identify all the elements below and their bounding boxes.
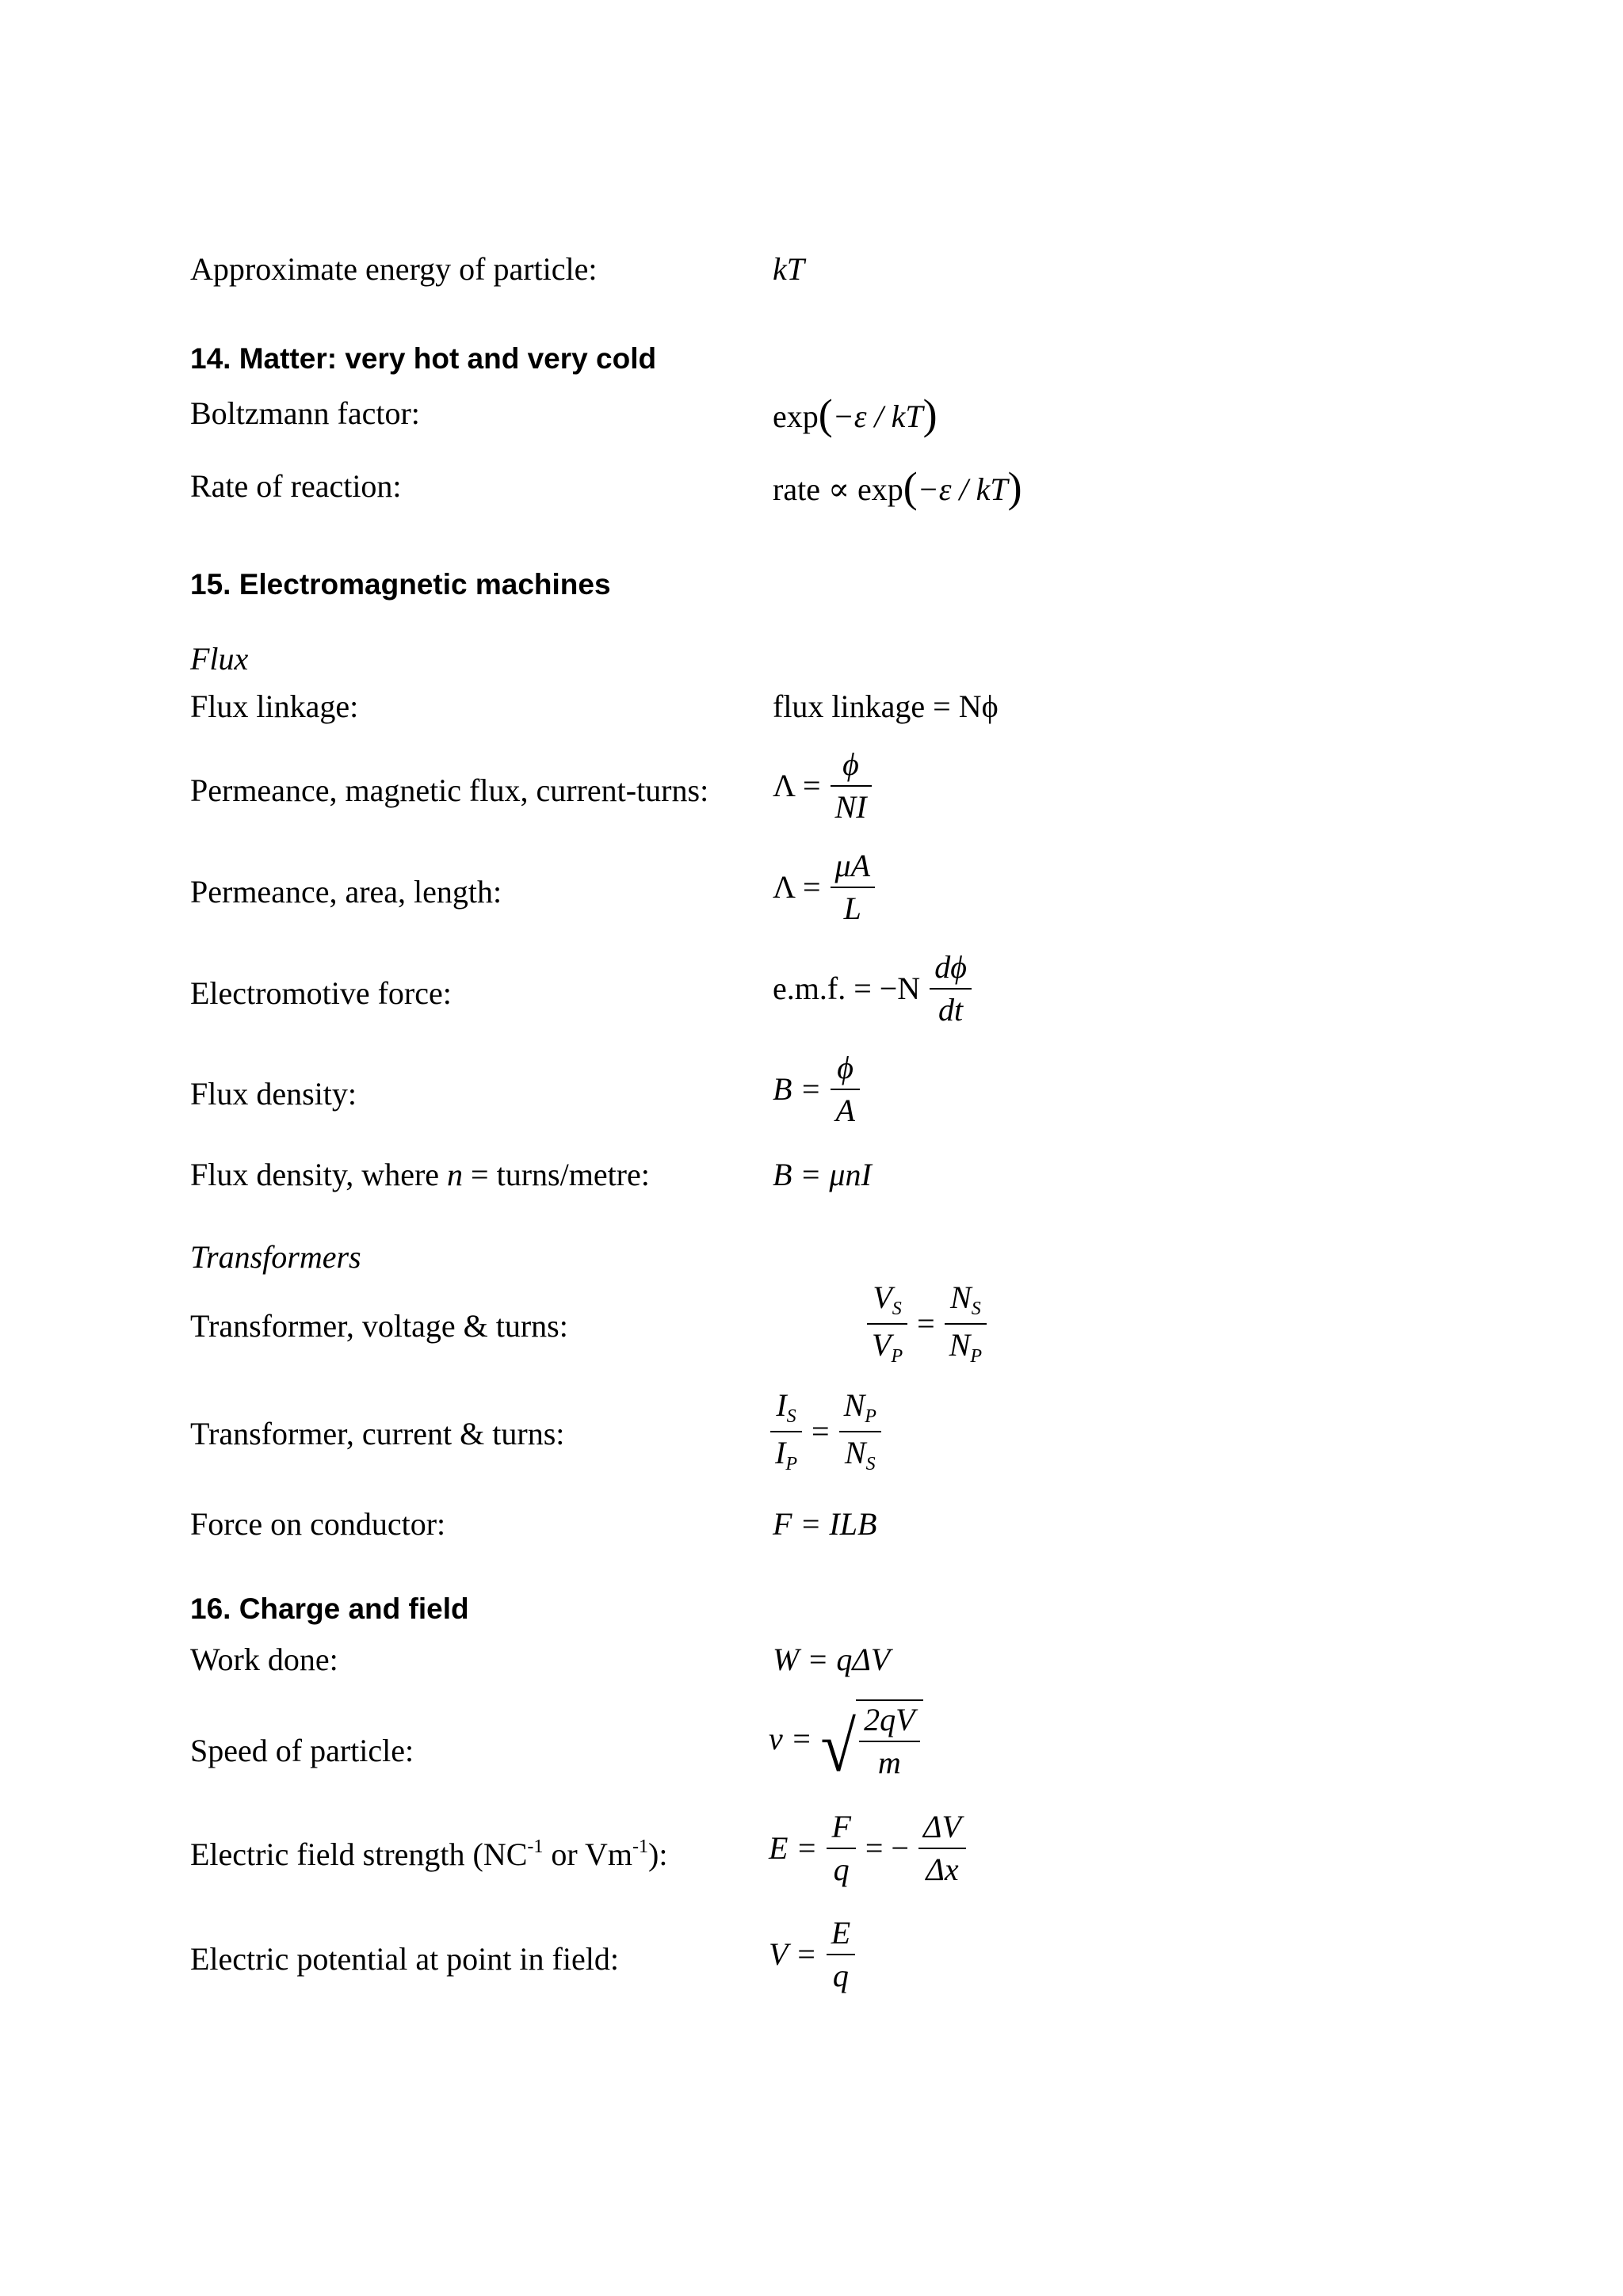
numerator: ϕ — [831, 749, 872, 787]
eq-rate-inner: −ε / kT — [917, 471, 1008, 507]
equals-sign: = — [812, 1413, 830, 1449]
heading-section-16: 16. Charge and field — [190, 1592, 469, 1625]
radicand — [856, 1699, 922, 1779]
eq-flux-density-n — [773, 1159, 872, 1191]
paren-open: ( — [903, 463, 918, 511]
equals-sign: = — [917, 1306, 935, 1341]
denominator — [867, 1325, 907, 1366]
fraction — [827, 1917, 855, 1992]
symbol: V — [873, 1280, 892, 1315]
eq-rate-prefix: rate ∝ exp — [773, 471, 903, 507]
numerator: ϕ — [831, 1052, 859, 1090]
numerator: dϕ — [930, 952, 972, 990]
eq-electric-potential — [769, 1917, 858, 1992]
label-work-done: Work done: — [190, 1642, 338, 1677]
subscript: S — [865, 1454, 876, 1474]
subscript: P — [891, 1346, 903, 1367]
fraction — [831, 850, 876, 925]
subscript: P — [785, 1454, 797, 1474]
paren-close: ) — [922, 391, 938, 438]
symbol: I — [776, 1387, 787, 1423]
eq-approximate-energy — [773, 251, 804, 287]
eq-exp-inner: −ε / kT — [832, 399, 923, 434]
eq-speed-of-particle — [769, 1699, 923, 1787]
denominator: dt — [938, 992, 964, 1028]
label-emf: Electromotive force: — [190, 975, 452, 1011]
fraction-left — [770, 1387, 802, 1474]
fraction — [831, 746, 872, 825]
eq-emf — [773, 949, 975, 1028]
eq-flux-linkage: flux linkage = Nϕ — [773, 688, 999, 724]
denominator: Δx — [926, 1852, 959, 1887]
eq-work-done — [773, 1644, 890, 1676]
label-part: Flux density, where — [190, 1157, 448, 1192]
eq-electric-field-strength — [769, 1811, 969, 1886]
eq-text: W = qΔV — [773, 1642, 891, 1677]
superscript: -1 — [632, 1836, 649, 1857]
subheading-transformers: Transformers — [190, 1239, 361, 1275]
label-approximate-energy: Approximate energy of particle: — [190, 251, 598, 287]
symbol: N — [950, 1280, 972, 1315]
subscript: S — [786, 1406, 796, 1427]
paren-open: ( — [818, 391, 833, 438]
eq-lhs: E = — [769, 1830, 818, 1866]
subscript: S — [892, 1299, 902, 1319]
numerator — [867, 1282, 907, 1325]
superscript: -1 — [527, 1836, 544, 1857]
denominator: q — [833, 1852, 850, 1887]
denominator: m — [877, 1745, 901, 1780]
subscript: P — [970, 1346, 983, 1367]
eq-text: B = μnI — [773, 1157, 872, 1192]
subscript: P — [865, 1406, 876, 1427]
denominator: NI — [834, 789, 867, 825]
fraction-left — [867, 1282, 907, 1366]
eq-lhs: v = — [769, 1721, 812, 1756]
symbol: N — [949, 1327, 971, 1363]
fraction-gradient — [918, 1811, 966, 1886]
eq-exp-prefix: exp — [773, 399, 819, 434]
denominator — [945, 1325, 987, 1366]
square-root — [819, 1699, 923, 1787]
eq-permeance-flux — [773, 746, 875, 825]
eq-force-on-conductor — [773, 1508, 876, 1540]
label-electric-potential: Electric potential at point in field: — [190, 1941, 619, 1977]
eq-mid: = − — [865, 1830, 909, 1866]
fraction — [930, 949, 972, 1028]
eq-transformer-voltage — [864, 1282, 990, 1366]
label-transformer-voltage: Transformer, voltage & turns: — [190, 1308, 568, 1344]
label-boltzmann-factor: Boltzmann factor: — [190, 395, 420, 431]
symbol: N — [843, 1387, 865, 1423]
fraction — [859, 1704, 919, 1779]
label-flux-density-n — [190, 1159, 650, 1191]
denominator: A — [835, 1093, 855, 1128]
label-var-n: n — [447, 1157, 464, 1192]
denominator: q — [832, 1958, 849, 1993]
numerator — [945, 1282, 987, 1325]
numerator — [770, 1387, 802, 1432]
label-electric-field-strength — [190, 1837, 667, 1871]
numerator: μA — [831, 850, 876, 888]
symbol: V — [872, 1327, 892, 1363]
denominator: L — [843, 891, 861, 926]
eq-lhs: B = — [773, 1071, 822, 1107]
label-part: = turns/metre: — [463, 1157, 650, 1192]
heading-section-15: 15. Electromagnetic machines — [190, 568, 611, 601]
denominator — [770, 1432, 802, 1474]
eq-rate-of-reaction — [773, 463, 1022, 511]
label-force-on-conductor: Force on conductor: — [190, 1506, 446, 1542]
fraction-force — [827, 1811, 855, 1886]
label-speed-of-particle: Speed of particle: — [190, 1733, 414, 1768]
label-part: ): — [648, 1836, 668, 1872]
symbol: N — [844, 1435, 866, 1470]
eq-transformer-current — [767, 1387, 884, 1474]
eq-lhs: V = — [769, 1936, 817, 1972]
eq-lhs: e.m.f. = −N — [773, 971, 921, 1006]
eq-kt: kT — [773, 251, 804, 287]
label-permeance-flux: Permeance, magnetic flux, current-turns: — [190, 772, 709, 808]
fraction-right — [945, 1282, 987, 1366]
radical-sign: √ — [820, 1708, 856, 1787]
numerator: F — [827, 1811, 855, 1849]
eq-lhs: Λ = — [773, 768, 821, 803]
eq-flux-density — [773, 1052, 863, 1127]
numerator — [839, 1387, 881, 1432]
label-flux-linkage: Flux linkage: — [190, 688, 359, 724]
numerator: ΔV — [918, 1811, 966, 1849]
symbol: I — [775, 1435, 786, 1470]
eq-boltzmann-factor — [773, 391, 938, 438]
heading-section-14: 14. Matter: very hot and very cold — [190, 342, 657, 375]
fraction — [831, 1052, 859, 1127]
paren-close: ) — [1007, 463, 1022, 511]
subheading-flux: Flux — [190, 641, 249, 677]
label-transformer-current: Transformer, current & turns: — [190, 1416, 565, 1451]
denominator — [839, 1432, 881, 1474]
eq-lhs: Λ = — [773, 869, 821, 905]
fraction-right — [839, 1387, 881, 1474]
eq-text: F = ILB — [773, 1506, 877, 1542]
label-rate-of-reaction: Rate of reaction: — [190, 468, 402, 504]
label-part: or Vm — [543, 1836, 633, 1872]
eq-permeance-area — [773, 850, 878, 925]
numerator: 2qV — [859, 1704, 919, 1742]
label-flux-density: Flux density: — [190, 1076, 357, 1112]
label-permeance-area: Permeance, area, length: — [190, 874, 502, 910]
numerator: E — [827, 1917, 855, 1955]
subscript: S — [971, 1299, 981, 1319]
label-part: Electric field strength (NC — [190, 1836, 528, 1872]
